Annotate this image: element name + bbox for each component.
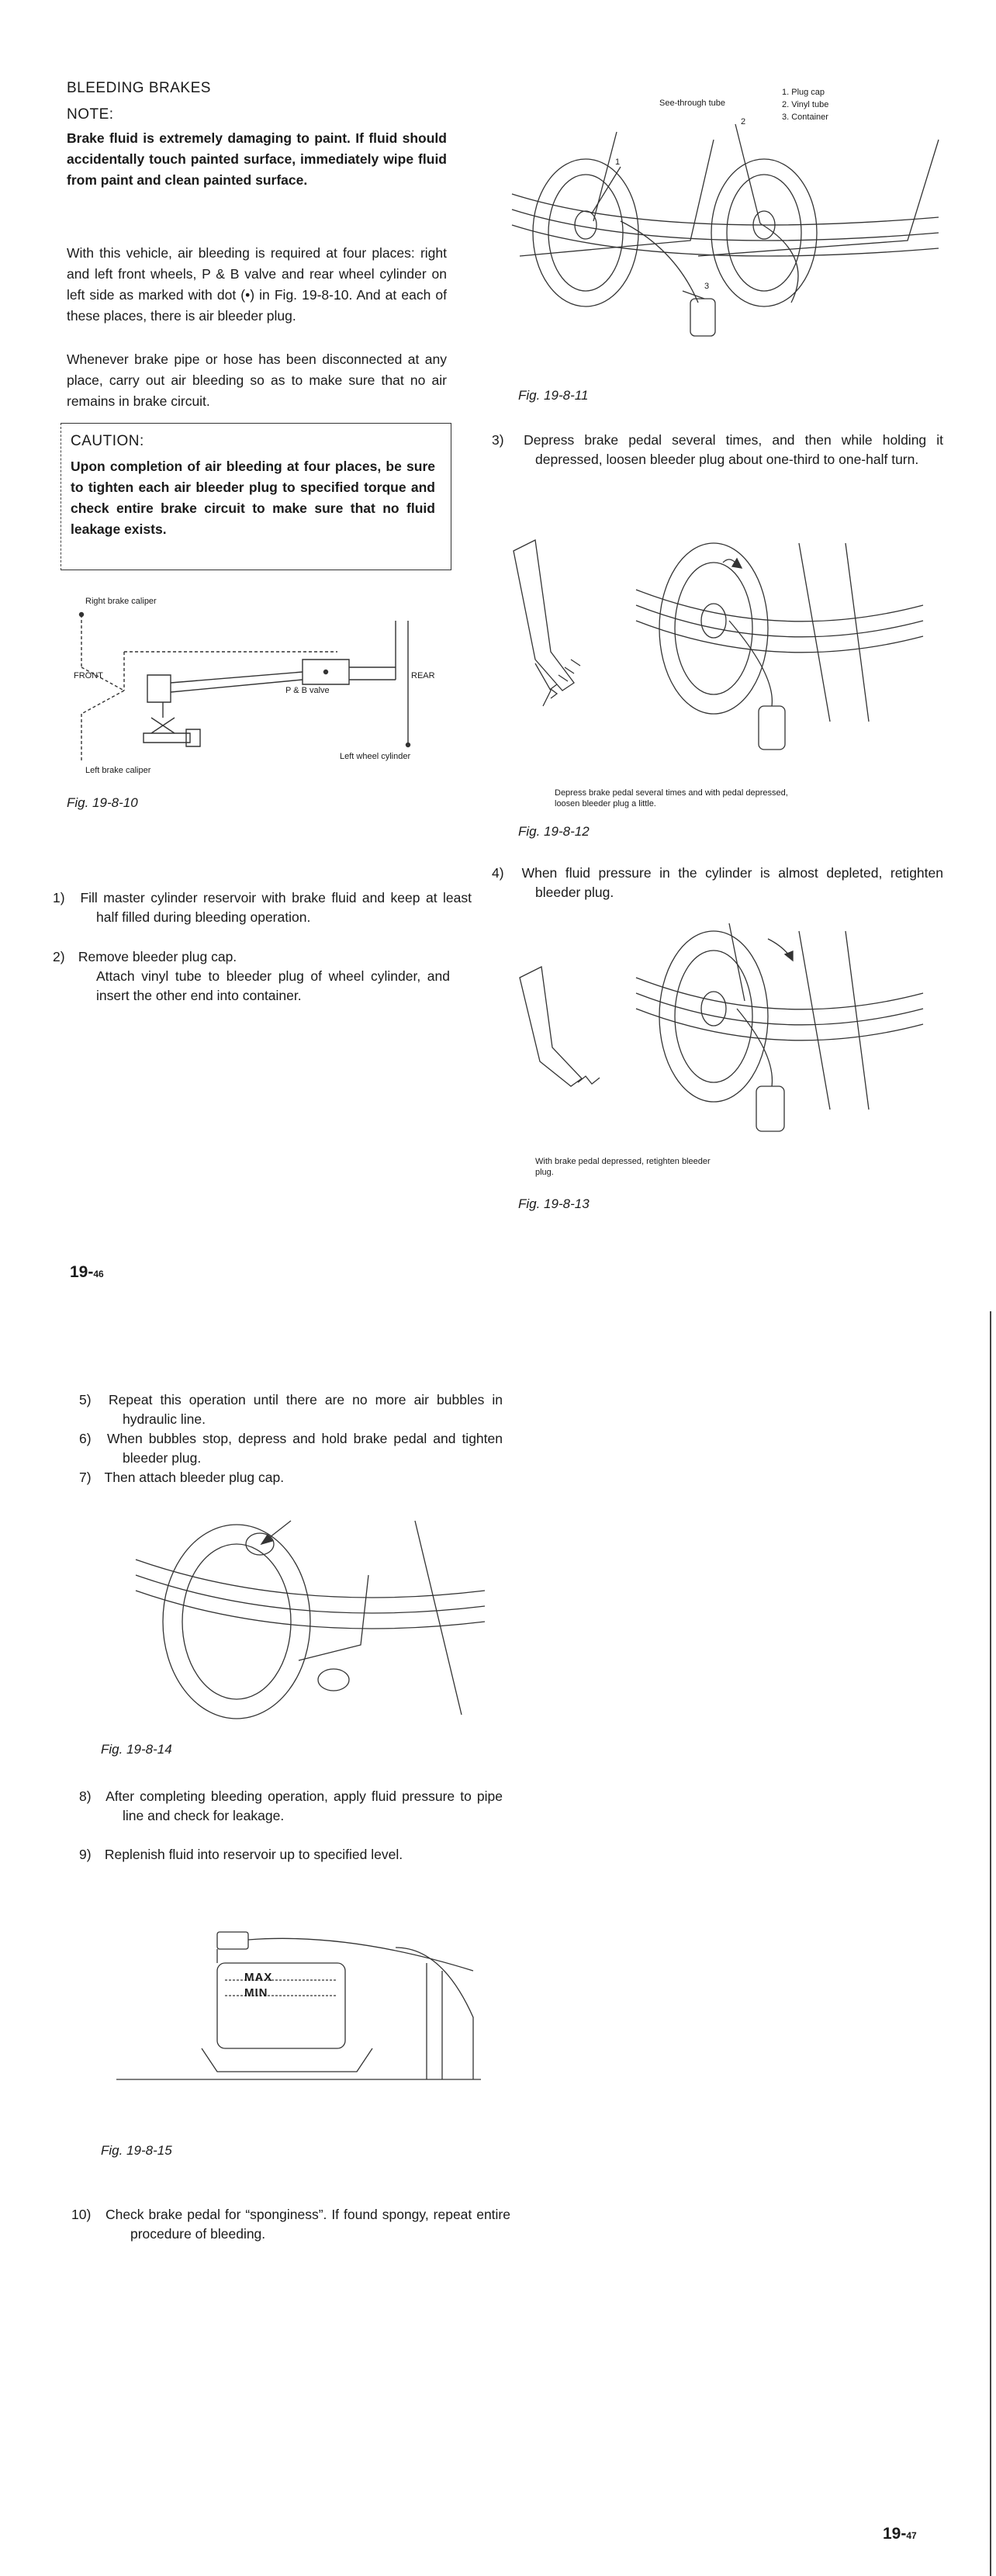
label-rear: REAR [411,671,435,680]
label-left-brake-caliper: Left brake caliper [85,766,151,775]
step-10: 10) Check brake pedal for “sponginess”. If found spongy, repeat entire procedure of bleeding. [71,2207,510,2242]
caution-box [61,423,451,570]
callout-3: 3 [704,282,710,291]
page-number-47 [883,2525,917,2543]
caution-heading: CAUTION: [71,433,144,449]
step-7: 7) Then attach bleeder plug cap. [79,1470,285,1485]
step-4-text: When fluid pressure in the cylinder is almost depleted, retighten bleeder plug. [521,865,943,900]
step-3: 3) Depress brake pedal several times, and then while holding it depressed, loosen bleeder plug about one-third to one-half turn. [492,432,943,467]
reservoir-cap [217,1932,248,1949]
fig-19-8-10-caption: Fig. 19-8-10 [67,795,138,810]
step-3-text: Depress brake pedal several times, and then while holding it depressed, loosen bleeder plug about one-third to one-half turn. [524,432,943,467]
fig-19-8-14-caption: Fig. 19-8-14 [101,1742,172,1757]
step-7-text: Then attach bleeder plug cap. [104,1470,285,1485]
legend-item-2: 2. Vinyl tube [782,100,829,109]
step-8: 8) After completing bleeding operation, apply fluid pressure to pipe line and check for leakage. [79,1788,503,1823]
reservoir-body [217,1963,345,2048]
label-front: FRONT [74,671,103,680]
page-number-suffix: 47 [906,2530,917,2541]
label-right-brake-caliper: Right brake caliper [85,597,157,606]
legend-item-3: 3. Container [782,113,828,122]
step-9: 9) Replenish fluid into reservoir up to specified level. [79,1847,403,1862]
caution-body: Upon completion of air bleeding at four places, be sure to tighten each air bleeder plug to specified torque and check entire brake circuit to make sure that no fluid leakage exists. [71,459,435,537]
pb-valve-dot [324,670,328,674]
step-1-text: Fill master cylinder reservoir with brake fluid and keep at least half filled during bleeding operation. [80,890,472,925]
container [759,706,785,750]
fig-19-8-15-caption: Fig. 19-8-15 [101,2143,172,2158]
section-title: BLEEDING BRAKES [67,80,211,96]
brake-circuit-diagram [70,605,465,772]
page-number-suffix: 46 [93,1269,104,1279]
paragraph-disconnected: Whenever brake pipe or hose has been disconnected at any place, carry out air bleeding so as to make sure that no air remains in brake circuit. [67,351,447,409]
container [690,299,715,336]
step-8-text: After completing bleeding operation, apply fluid pressure to pipe line and check for leakage. [105,1788,503,1823]
page-edge-line [990,1311,991,2576]
step-6: 6) When bubbles stop, depress and hold brake pedal and tighten bleeder plug. [79,1431,503,1466]
master-cylinder [147,675,171,702]
step-5-text: Repeat this operation until there are no more air bubbles in hydraulic line. [109,1392,503,1427]
page-number-prefix: 19- [70,1263,94,1281]
fig-19-8-13-illustration [504,923,939,1156]
note-body: Brake fluid is extremely damaging to paint. If fluid should accidentally touch painted surface, immediately wipe fluid from paint and clean painted surface. [67,130,447,188]
page-number-46 [70,1263,104,1282]
label-left-wheel-cylinder: Left wheel cylinder [340,752,411,761]
fig-19-8-11-illustration [504,124,970,357]
step-2-text: Remove bleeder plug cap. [78,949,237,964]
step-4: 4) When fluid pressure in the cylinder is almost depleted, retighten bleeder plug. [492,865,943,900]
fig-19-8-13-description: With brake pedal depressed, retighten bleeder plug. [535,1157,711,1177]
step-9-text: Replenish fluid into reservoir up to specified level. [104,1847,403,1862]
note-heading: NOTE: [67,106,114,123]
fig-19-8-13-caption: Fig. 19-8-13 [518,1196,590,1211]
left-wheel-cylinder-dot [406,743,410,747]
step-2: 2) Remove bleeder plug cap. [53,949,237,964]
reservoir-max-label: MAX [244,1971,273,1984]
legend-item-1: 1. Plug cap [782,88,825,97]
fig-19-8-15-illustration [116,1916,489,2095]
paragraph-air-bleeding: With this vehicle, air bleeding is required at four places: right and left front wheels, P & B valve and rear wheel cylinder on left side as marked with dot (•) in Fig. 19-8-10. And at each of these places, there is air bleeder plug. [67,245,447,324]
fig-19-8-14-illustration [136,1513,493,1723]
step-10-text: Check brake pedal for “sponginess”. If found spongy, repeat entire procedure of bleeding. [105,2207,510,2242]
step-6-text: When bubbles stop, depress and hold brake pedal and tighten bleeder plug. [107,1431,503,1466]
fig-19-8-11-caption: Fig. 19-8-11 [518,388,589,403]
legend-see-through-tube: See-through tube [659,99,726,108]
fig-19-8-12-description: Depress brake pedal several times and with pedal depressed, loosen bleeder plug a little. [555,788,788,808]
fig-19-8-12-illustration [504,528,939,760]
brake-pedal [520,967,582,1086]
step-5: 5) Repeat this operation until there are no more air bubbles in hydraulic line. [79,1392,503,1427]
callout-1: 1 [615,158,621,167]
step-2-detail: Attach vinyl tube to bleeder plug of wheel cylinder, and insert the other end into container. [96,968,450,1003]
container [756,1086,784,1131]
label-pb-valve: P & B valve [285,686,330,695]
callout-2: 2 [741,117,746,126]
wheel-drum [163,1525,310,1719]
page-number-prefix: 19- [883,2525,907,2543]
reservoir-min-label: MIN [244,1986,268,2000]
step-1: 1) Fill master cylinder reservoir with brake fluid and keep at least half filled during bleeding operation. [53,890,472,925]
fig-19-8-12-caption: Fig. 19-8-12 [518,824,590,839]
